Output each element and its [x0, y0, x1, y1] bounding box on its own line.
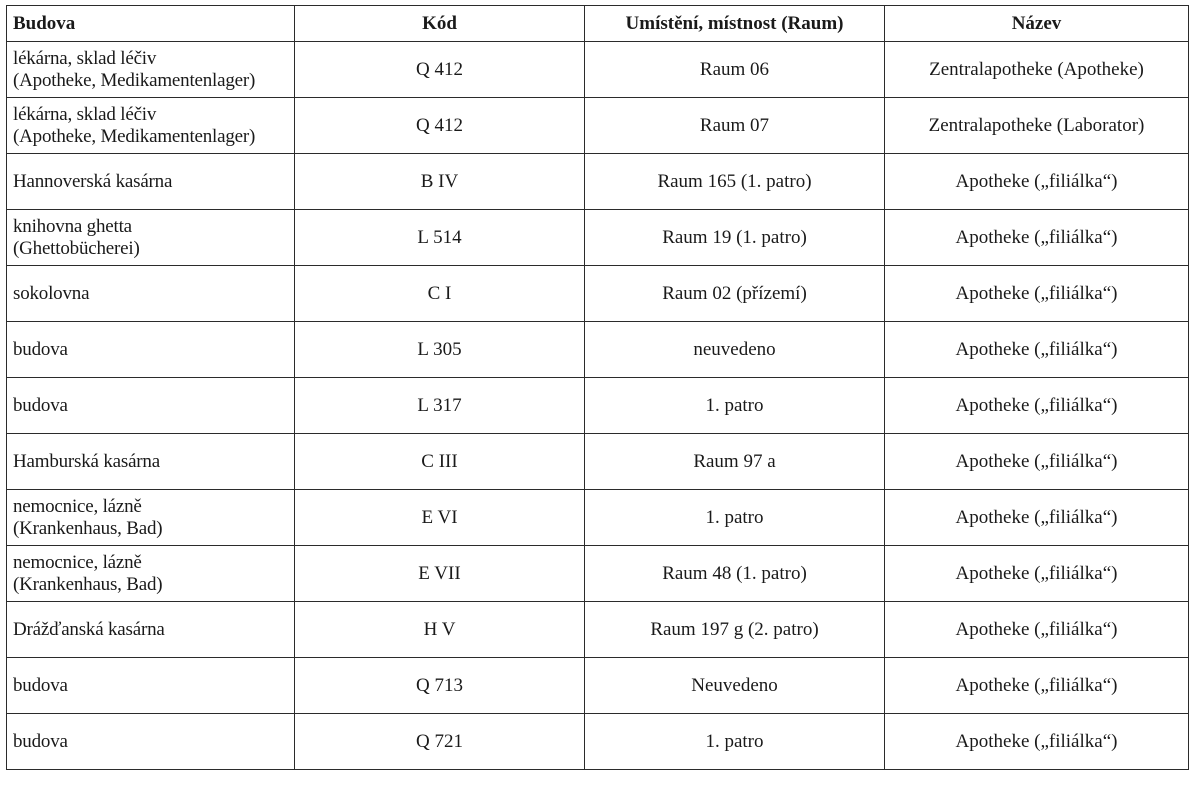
cell-umisteni: Raum 165 (1. patro) [585, 154, 885, 210]
cell-budova [7, 322, 295, 378]
cell-nazev: Zentralapotheke (Laborator) [885, 98, 1189, 154]
cell-umisteni: Raum 06 [585, 42, 885, 98]
cell-kod: Q 721 [295, 714, 585, 770]
table-row [7, 210, 1189, 266]
cell-kod: H V [295, 602, 585, 658]
cell-budova-line: Drážďanská kasárna [13, 618, 165, 640]
table-row [7, 98, 1189, 154]
table-row [7, 322, 1189, 378]
cell-budova-line: (Apotheke, Medikamentenlager) [13, 69, 256, 91]
cell-budova-line: lékárna, sklad léčiv [13, 47, 157, 69]
table-row [7, 546, 1189, 602]
cell-nazev: Apotheke („filiálka“) [885, 602, 1189, 658]
cell-umisteni: Raum 02 (přízemí) [585, 266, 885, 322]
cell-nazev: Apotheke („filiálka“) [885, 490, 1189, 546]
table-row [7, 266, 1189, 322]
cell-budova [7, 266, 295, 322]
cell-kod: B IV [295, 154, 585, 210]
cell-nazev: Apotheke („filiálka“) [885, 434, 1189, 490]
cell-budova-line: (Krankenhaus, Bad) [13, 517, 163, 539]
cell-kod: C I [295, 266, 585, 322]
header-kod: Kód [295, 6, 585, 42]
header-row [7, 6, 1189, 42]
cell-nazev: Apotheke („filiálka“) [885, 210, 1189, 266]
cell-umisteni: Raum 48 (1. patro) [585, 546, 885, 602]
cell-budova-line: (Ghettobücherei) [13, 237, 140, 259]
cell-nazev: Apotheke („filiálka“) [885, 658, 1189, 714]
table-container [6, 5, 1189, 770]
header-budova: Budova [7, 6, 295, 42]
table-row [7, 378, 1189, 434]
cell-budova-line: budova [13, 394, 68, 416]
cell-budova-line: sokolovna [13, 282, 90, 304]
cell-kod: L 317 [295, 378, 585, 434]
cell-umisteni: neuvedeno [585, 322, 885, 378]
cell-umisteni: Neuvedeno [585, 658, 885, 714]
cell-kod: E VII [295, 546, 585, 602]
cell-budova-line: budova [13, 674, 68, 696]
cell-budova [7, 714, 295, 770]
table-row [7, 658, 1189, 714]
cell-umisteni: 1. patro [585, 490, 885, 546]
cell-nazev: Apotheke („filiálka“) [885, 322, 1189, 378]
cell-budova-line: Hamburská kasárna [13, 450, 160, 472]
cell-budova [7, 434, 295, 490]
cell-kod: C III [295, 434, 585, 490]
cell-budova [7, 42, 295, 98]
cell-budova-line: budova [13, 730, 68, 752]
table-row [7, 154, 1189, 210]
cell-nazev: Apotheke („filiálka“) [885, 378, 1189, 434]
cell-budova [7, 546, 295, 602]
cell-umisteni: 1. patro [585, 378, 885, 434]
cell-umisteni: 1. patro [585, 714, 885, 770]
cell-budova [7, 378, 295, 434]
cell-budova-line: (Krankenhaus, Bad) [13, 573, 163, 595]
cell-kod: E VI [295, 490, 585, 546]
cell-nazev: Apotheke („filiálka“) [885, 266, 1189, 322]
cell-budova [7, 490, 295, 546]
table-body [7, 42, 1189, 770]
cell-budova [7, 602, 295, 658]
table-row [7, 602, 1189, 658]
table-header [7, 6, 1189, 42]
cell-budova [7, 154, 295, 210]
cell-kod: Q 412 [295, 98, 585, 154]
cell-budova-line: Hannoverská kasárna [13, 170, 173, 192]
cell-nazev: Apotheke („filiálka“) [885, 154, 1189, 210]
cell-nazev: Apotheke („filiálka“) [885, 714, 1189, 770]
cell-budova-line: nemocnice, lázně [13, 551, 142, 573]
cell-nazev: Apotheke („filiálka“) [885, 546, 1189, 602]
cell-nazev: Zentralapotheke (Apotheke) [885, 42, 1189, 98]
cell-budova-line: nemocnice, lázně [13, 495, 142, 517]
table-row [7, 714, 1189, 770]
cell-kod: L 305 [295, 322, 585, 378]
header-nazev: Název [885, 6, 1189, 42]
cell-budova [7, 98, 295, 154]
table-row [7, 434, 1189, 490]
cell-budova-line: budova [13, 338, 68, 360]
table-row [7, 42, 1189, 98]
cell-kod: Q 412 [295, 42, 585, 98]
cell-umisteni: Raum 19 (1. patro) [585, 210, 885, 266]
cell-budova-line: knihovna ghetta [13, 215, 132, 237]
cell-kod: L 514 [295, 210, 585, 266]
pharmacy-locations-table [6, 5, 1189, 770]
table-row [7, 490, 1189, 546]
cell-budova [7, 658, 295, 714]
cell-kod: Q 713 [295, 658, 585, 714]
header-umisteni: Umístění, místnost (Raum) [585, 6, 885, 42]
cell-umisteni: Raum 07 [585, 98, 885, 154]
cell-budova-line: lékárna, sklad léčiv [13, 103, 157, 125]
cell-budova-line: (Apotheke, Medikamentenlager) [13, 125, 256, 147]
cell-budova [7, 210, 295, 266]
cell-umisteni: Raum 197 g (2. patro) [585, 602, 885, 658]
cell-umisteni: Raum 97 a [585, 434, 885, 490]
